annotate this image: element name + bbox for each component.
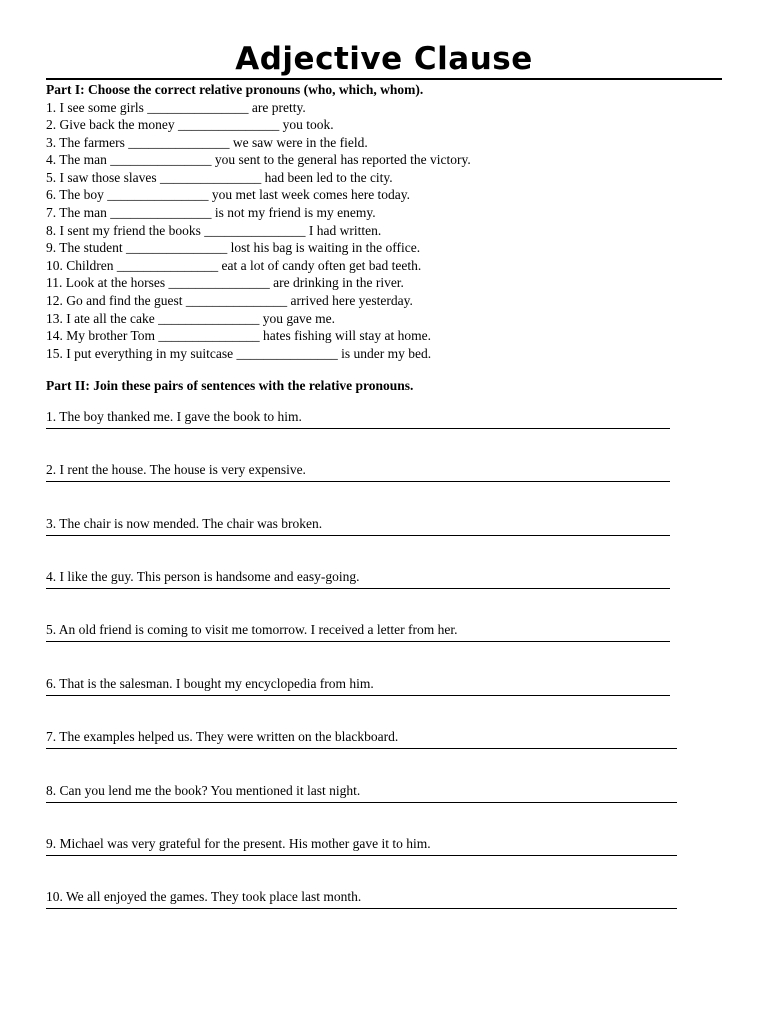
part-one-question-14: 14. My brother Tom _______________ hates fishing will stay at home. [46,328,432,344]
part-one-question-10: 10. Children _______________ eat a lot of candy often get bad teeth. [46,257,422,273]
part-one-question-13: 13. I ate all the cake _______________ you gave me. [46,310,336,326]
part-one-question-15: 15. I put everything in my suitcase _______________ is under my bed. [46,345,432,361]
title-divider [46,78,722,80]
page-title: Adjective Clause [235,41,533,77]
part-one-question-8: 8. I sent my friend the books _______________ I had written. [46,222,382,238]
part-two-sentence-10: 10. We all enjoyed the games. They took place last month. [46,889,362,905]
part-one-question-5: 5. I saw those slaves _______________ had been led to the city. [46,169,393,185]
part-one-question-3: 3. The farmers _______________ we saw were in the field. [46,134,368,150]
part-two-sentence-2: 2. I rent the house. The house is very expensive. [46,462,306,478]
part-two-question-1 [46,408,722,461]
part-two-question-6 [46,675,722,728]
part-one-question-4: 4. The man _______________ you sent to the general has reported the victory. [46,152,471,168]
part-one-heading: Part I: Choose the correct relative pronouns (who, which, whom). [46,82,424,97]
part-two-question-9 [46,835,722,888]
part-two-sentence-7: 7. The examples helped us. They were written on the blackboard. [46,729,399,745]
part-two-question-8 [46,782,722,835]
part-one-question-12: 12. Go and find the guest _______________ arrived here yesterday. [46,293,413,309]
part-two-question-2 [46,461,722,514]
part-two-question-10 [46,888,722,941]
part-two-question-4 [46,568,722,621]
part-one-question-2: 2. Give back the money _______________ you took. [46,117,334,133]
part-one-list [46,99,722,363]
worksheet-page [46,0,722,942]
answer-line-5[interactable] [46,641,670,642]
part-two-sentence-5: 5. An old friend is coming to visit me tomorrow. I received a letter from her. [46,622,458,638]
part-two-sentence-6: 6. That is the salesman. I bought my encyclopedia from him. [46,675,374,691]
answer-line-7[interactable] [46,748,677,749]
part-one-question-1: 1. I see some girls _______________ are pretty. [46,99,306,115]
part-two-sentence-9: 9. Michael was very grateful for the present. His mother gave it to him. [46,836,431,852]
part-one-question-6: 6. The boy _______________ you met last week comes here today. [46,187,411,203]
part-two-sentence-4: 4. I like the guy. This person is handsome and easy-going. [46,569,360,585]
part-two-question-3 [46,515,722,568]
part-two-list [46,408,722,942]
answer-line-10[interactable] [46,908,677,909]
answer-line-4[interactable] [46,588,670,589]
part-two-heading: Part II: Join these pairs of sentences with the relative pronouns. [46,378,414,394]
part-two-sentence-3: 3. The chair is now mended. The chair was broken. [46,515,323,531]
part-one-question-7: 7. The man _______________ is not my friend is my enemy. [46,205,376,221]
part-one-section [46,81,722,362]
answer-line-9[interactable] [46,855,677,856]
part-two-sentence-1: 1. The boy thanked me. I gave the book to him. [46,408,302,424]
part-one-question-11: 11. Look at the horses _______________ are drinking in the river. [46,275,404,291]
answer-line-8[interactable] [46,802,677,803]
answer-line-2[interactable] [46,481,670,482]
part-two-sentence-8: 8. Can you lend me the book? You mentioned it last night. [46,782,361,798]
answer-line-1[interactable] [46,428,670,429]
part-two-section [46,377,722,941]
answer-line-6[interactable] [46,695,670,696]
part-one-question-9: 9. The student _______________ lost his bag is waiting in the office. [46,240,421,256]
part-two-question-7 [46,728,722,781]
answer-line-3[interactable] [46,535,670,536]
part-two-question-5 [46,621,722,674]
